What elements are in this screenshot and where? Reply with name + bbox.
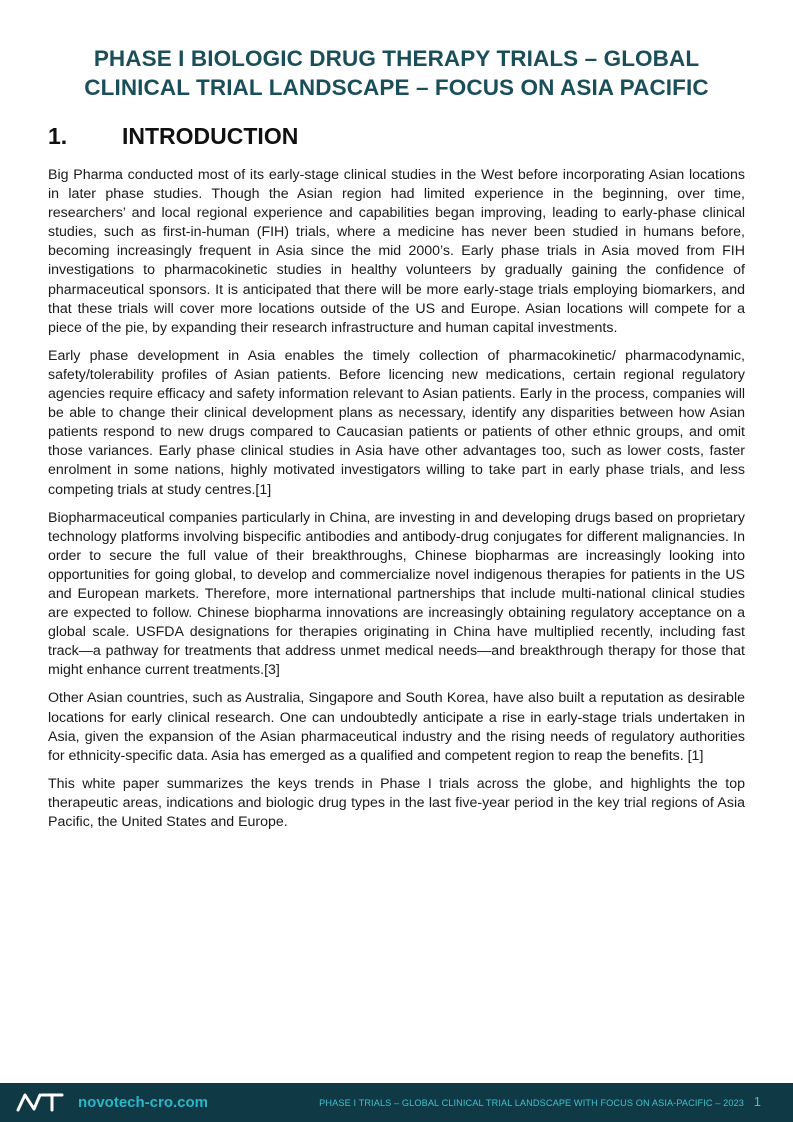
document-title xyxy=(40,44,753,102)
website-link[interactable]: novotech-cro.com xyxy=(78,1094,209,1111)
novotech-logo-icon xyxy=(16,1092,64,1112)
paragraph: Other Asian countries, such as Australia, Singapore and South Korea, have also built a reputation as desirable locations for early clinical research. One can undoubtedly anticipate a rise in early-stage trials undertaken in Asia, given the expansion of the Asian pharmaceutical industry and the rising needs of regulatory authorities for ethnicity-specific data. Asia has emerged as a qualified and competent region to reap the benefits. [1] xyxy=(48,690,745,764)
footer-running-title: PHASE I TRIALS – GLOBAL CLINICAL TRIAL LANDSCAPE WITH FOCUS ON ASIA-PACIFIC – 2023 xyxy=(319,1098,744,1108)
paragraph: Early phase development in Asia enables the timely collection of pharmacokinetic/ pharmacodynamic, safety/tolerability profiles of Asian patients. Before licencing new medications, certain regional regulatory agencies require efficacy and safety information relevant to Asian patients. Early in the process, companies will be able to change their clinical development plans as necessary, identify any disparities between how Asian patients respond to new drugs compared to Caucasian patients or patients of other ethnic groups, and omit those variances. Early phase clinical studies in Asia have other advantages too, such as lower costs, faster enrolment in some nations, highly motivated investigators willing to take part in early phase trials, and less competing trials at study centres.[1] xyxy=(48,347,745,498)
page-footer xyxy=(0,1083,793,1122)
document-title-line-1: PHASE I BIOLOGIC DRUG THERAPY TRIALS – GLOBAL xyxy=(93,46,700,71)
paragraph: Big Pharma conducted most of its early-stage clinical studies in the West before incorporating Asian locations in later phase studies. Though the Asian region had limited experience in the beginning, over time, researchers’ and local regional experience and capabilities began improving, leading to early-phase clinical studies, such as first-in-human (FIH) trials, where a medicine has never been studied in humans before, becoming increasingly frequent in Asia since the mid 2000’s. Early phase trials in Asia moved from FIH investigations to pharmacokinetic studies in healthy volunteers by gradually gaining the confidence of pharmaceutical sponsors. It is anticipated that there will be more early-stage trials employing biomarkers, and that these trials will cover more locations outside of the US and Europe. Asian locations will compete for a piece of the pie, by expanding their research infrastructure and human capital investments. xyxy=(48,167,745,336)
document-title-line-2: CLINICAL TRIAL LANDSCAPE – FOCUS ON ASIA PACIFIC xyxy=(84,75,709,100)
section-number: 1. xyxy=(48,123,68,149)
section-heading xyxy=(48,122,298,150)
section-heading-text: INTRODUCTION xyxy=(122,123,299,149)
paragraph: This white paper summarizes the keys trends in Phase I trials across the globe, and highlights the top therapeutic areas, indications and biologic drug types in the last five-year period in the key trial regions of Asia Pacific, the United States and Europe. xyxy=(48,775,745,830)
paragraph: Biopharmaceutical companies particularly in China, are investing in and developing drugs based on proprietary technology platforms involving bispecific antibodies and antibody-drug conjugates for different malignancies. In order to secure the full value of their breakthroughs, Chinese biopharmas are increasingly looking into opportunities for going global, to develop and commercialize novel indigenous therapies for patients in the US and European markets. Therefore, more international partnerships that include multi-national clinical studies are expected to follow. Chinese biopharma innovations are increasingly obtaining regulatory acceptance on a global scale. USFDA designations for therapies originating in China have multiplied recently, including fast track—a pathway for treatments that address unmet medical needs—and breakthrough therapy for those that might enhance current treatments.[3] xyxy=(48,509,745,679)
body-text xyxy=(48,166,745,841)
page-number: 1 xyxy=(753,1094,761,1109)
